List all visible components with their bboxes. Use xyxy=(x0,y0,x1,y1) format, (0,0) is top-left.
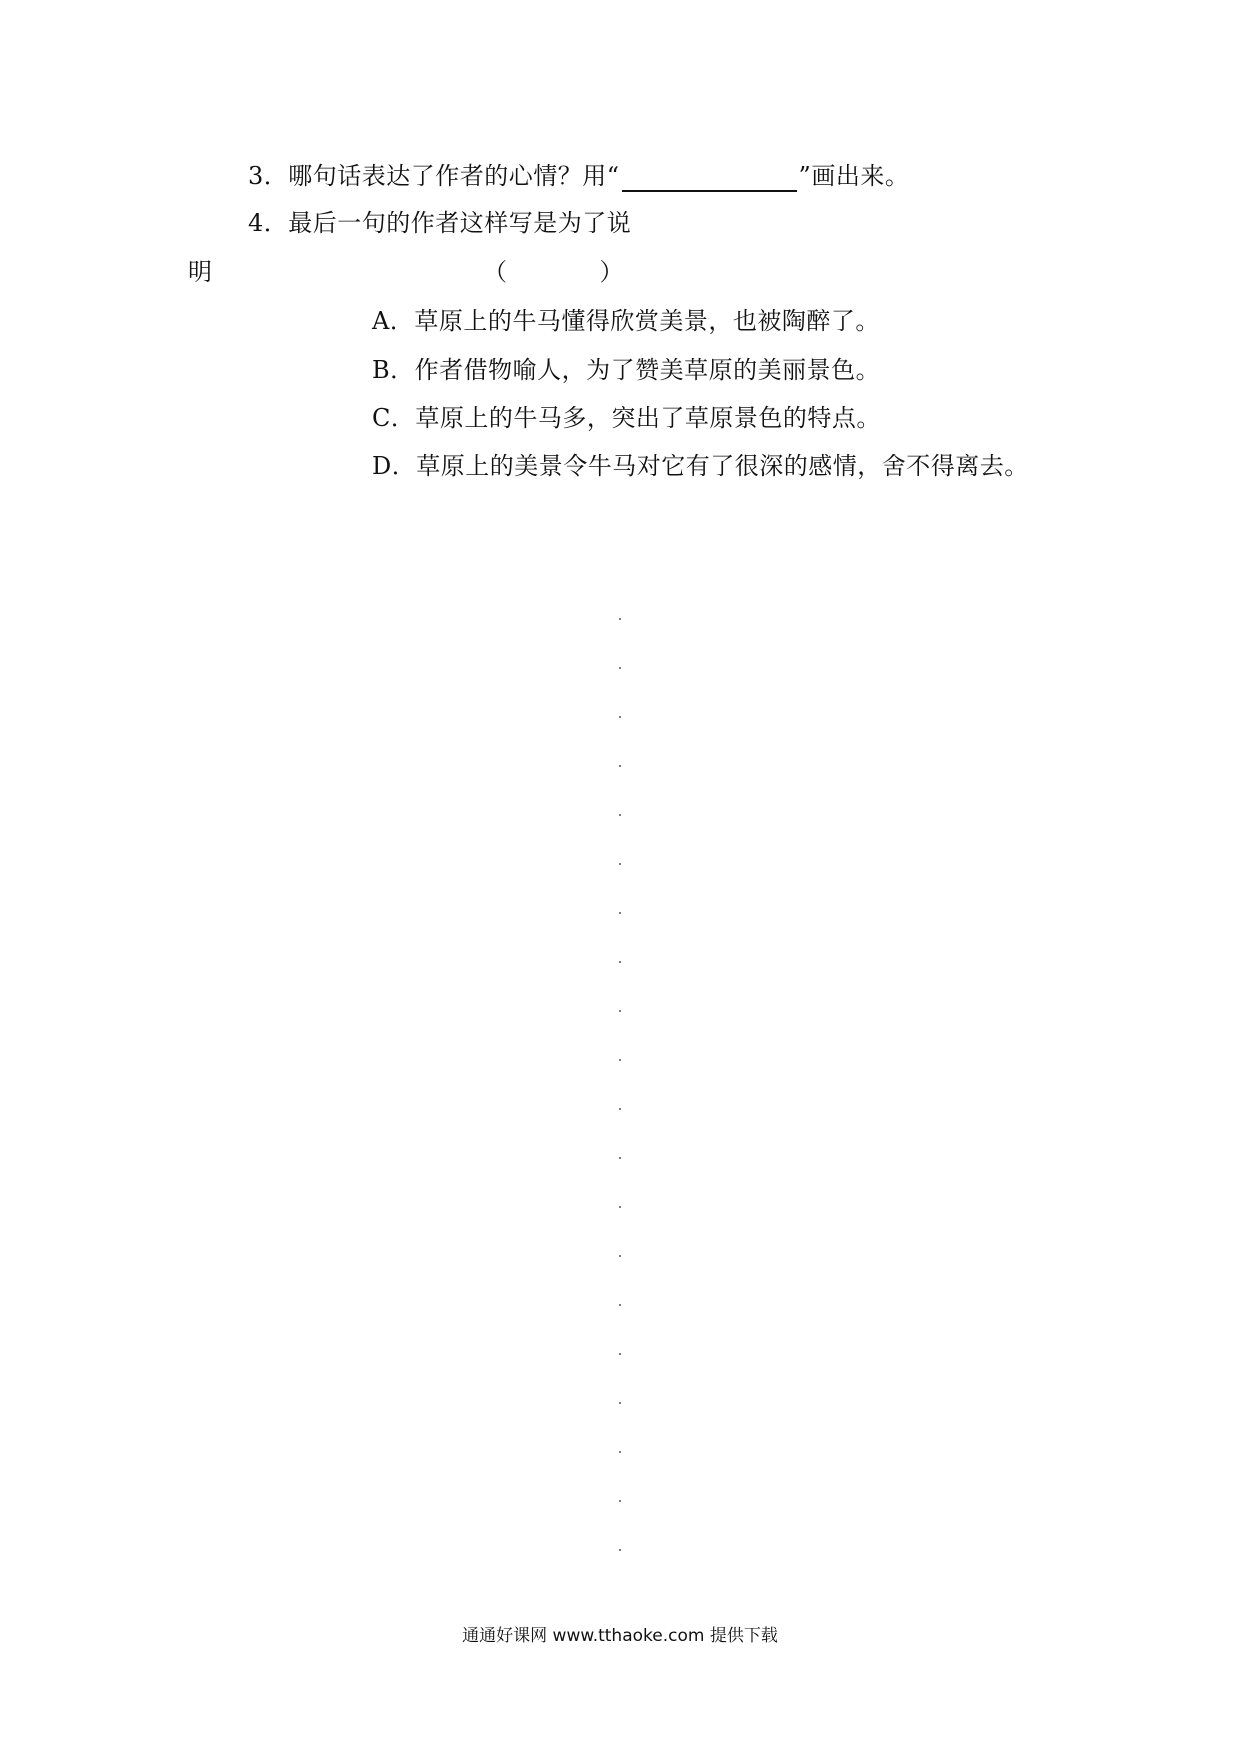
fold-dot xyxy=(619,1108,621,1110)
paren-open: （ xyxy=(483,258,508,286)
fold-dot xyxy=(619,1059,621,1061)
answer-blank-line xyxy=(622,164,797,192)
paren-close: ） xyxy=(599,258,624,286)
option-c: C．草原上的牛马多，突出了草原景色的特点。 xyxy=(372,404,881,432)
answer-parentheses xyxy=(483,256,624,288)
fold-dot xyxy=(619,1010,621,1012)
option-a: A．草原上的牛马懂得欣赏美景，也被陶醉了。 xyxy=(372,307,880,335)
option-b: B．作者借物喻人，为了赞美草原的美丽景色。 xyxy=(372,356,881,384)
fold-dot xyxy=(619,1500,621,1502)
fold-dot xyxy=(619,1157,621,1159)
question-3 xyxy=(248,160,909,192)
fold-dot xyxy=(619,1451,621,1453)
fold-dot xyxy=(619,1549,621,1551)
fold-dot xyxy=(619,814,621,816)
page-footer: 通通好课网 www.tthaoke.com 提供下载 xyxy=(462,1626,778,1646)
dotted-fold-line xyxy=(619,618,623,1558)
fold-dot xyxy=(619,1353,621,1355)
fold-dot xyxy=(619,667,621,669)
fold-dot xyxy=(619,1255,621,1257)
fold-dot xyxy=(619,618,621,620)
fold-dot xyxy=(619,1304,621,1306)
fold-dot xyxy=(619,765,621,767)
fold-dot xyxy=(619,961,621,963)
question-4-line-1: 4．最后一句的作者这样写是为了说 xyxy=(248,209,632,237)
question-3-text-start: 3．哪句话表达了作者的心情？用“ xyxy=(248,162,620,190)
fold-dot xyxy=(619,1402,621,1404)
fold-dot xyxy=(619,912,621,914)
question-4-line-2: 明 xyxy=(188,258,213,286)
option-d: D．草原上的美景令牛马对它有了很深的感情，舍不得离去。 xyxy=(372,452,1029,480)
fold-dot xyxy=(619,863,621,865)
fold-dot xyxy=(619,1206,621,1208)
question-3-text-end: ”画出来。 xyxy=(798,162,910,190)
fold-dot xyxy=(619,716,621,718)
